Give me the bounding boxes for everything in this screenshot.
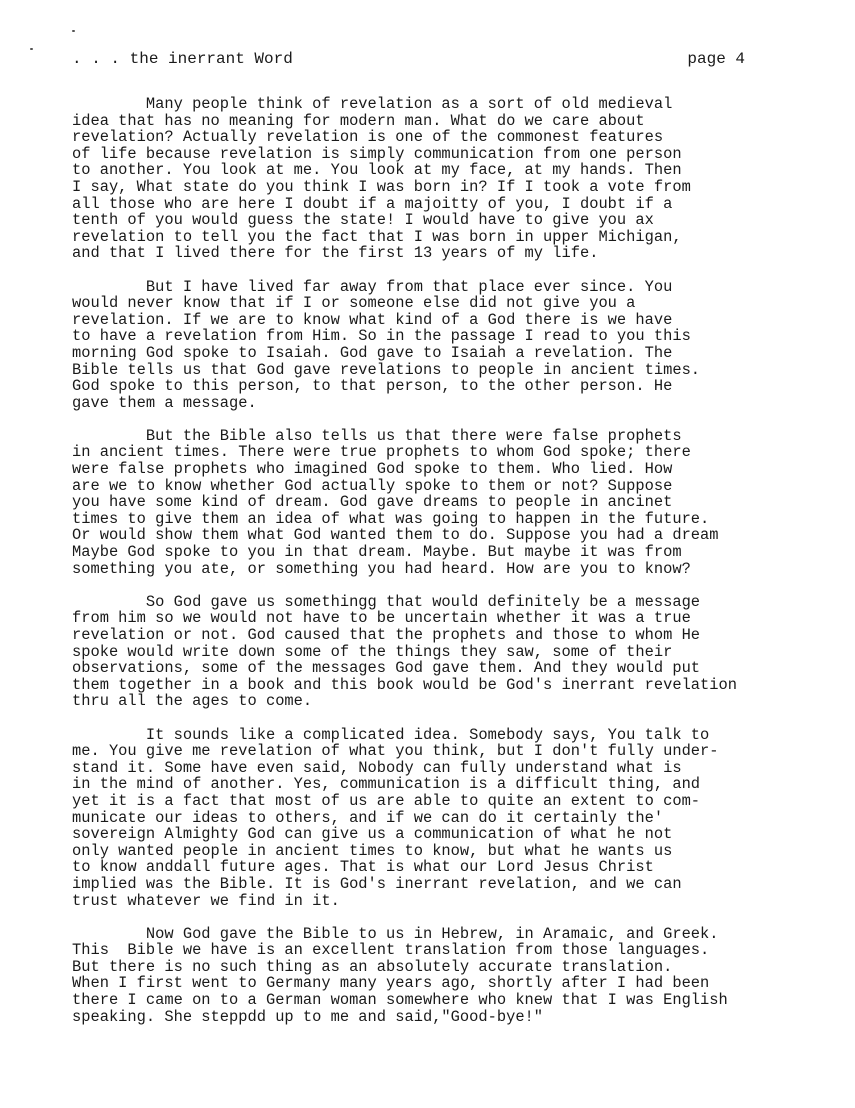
page-number: page 4 xyxy=(687,50,745,68)
paragraph xyxy=(72,428,832,577)
paragraph-line: Bible tells us that God gave revelations to people in ancient times. xyxy=(72,360,701,379)
paragraph xyxy=(72,727,832,910)
paragraph-line: tenth of you would guess the state! I would have to give you ax xyxy=(72,211,654,230)
paragraph-line: implied was the Bible. It is God's inerrant revelation, and we can xyxy=(72,874,682,893)
paragraph-line: were false prophets who imagined God spoke to them. Who lied. How xyxy=(72,460,673,479)
paragraph xyxy=(72,96,832,262)
paragraph-line: observations, some of the messages God gave them. And they would put xyxy=(72,659,701,678)
paragraph-line: in the mind of another. Yes, communication is a difficult thing, and xyxy=(72,775,701,794)
paragraph-line: revelation to tell you the fact that I was born in upper Michigan, xyxy=(72,227,682,246)
paragraph-line: yet it is a fact that most of us are able to quite an extent to com- xyxy=(72,791,701,810)
paragraph-line: When I first went to Germany many years ago, shortly after I had been xyxy=(72,974,710,993)
paragraph-line: from him so we would not have to be uncertain whether it was a true xyxy=(72,609,691,628)
paragraph-line: Many people think of revelation as a sort of old medieval xyxy=(72,95,673,113)
paragraph-line: I say, What state do you think I was born in? If I took a vote from xyxy=(72,177,691,196)
paragraph-line: revelation or not. God caused that the prophets and those to whom He xyxy=(72,626,701,644)
paragraph-line: morning God spoke to Isaiah. God gave to Isaiah a revelation. The xyxy=(72,343,673,362)
paragraph-line: to have a revelation from Him. So in the passage I read to you this xyxy=(72,327,691,346)
document-body xyxy=(72,96,832,1042)
paragraph-line: in ancient times. There were true prophets to whom God spoke; there xyxy=(72,443,691,462)
paragraph-line: you have some kind of dream. God gave dreams to people in ancinet xyxy=(72,493,673,512)
paragraph-line: Now God gave the Bible to us in Hebrew, in Aramaic, and Greek. xyxy=(72,924,719,943)
paragraph xyxy=(72,279,832,412)
paragraph-line: trust whatever we find in it. xyxy=(72,891,340,910)
paragraph-line: Maybe God spoke to you in that dream. Maybe. But maybe it was from xyxy=(72,543,682,562)
paragraph-line: So God gave us somethingg that would definitely be a message xyxy=(72,592,701,611)
paragraph-line: God spoke to this person, to that person, to the other person. He xyxy=(72,377,673,396)
paragraph-line: Or would show them what God wanted them to do. Suppose you had a dream xyxy=(72,526,719,545)
paragraph-line: times to give them an idea of what was going to happen in the future. xyxy=(72,509,710,528)
paragraph-line: only wanted people in ancient times to know, but what he wants us xyxy=(72,841,673,860)
paragraph-line: But the Bible also tells us that there were false prophets xyxy=(72,426,682,445)
paragraph-line: there I came on to a German woman somewhere who knew that I was English xyxy=(72,991,728,1010)
paragraph-line: It sounds like a complicated idea. Somebody says, You talk to xyxy=(72,725,710,744)
paragraph-line: revelation? Actually revelation is one of the commonest features xyxy=(72,128,664,147)
paragraph-line: and that I lived there for the first 13 years of my life. xyxy=(72,244,599,263)
paragraph-line: them together in a book and this book would be God's inerrant revelation xyxy=(72,675,737,694)
paragraph-line: gave them a message. xyxy=(72,393,257,412)
paragraph-line: would never know that if I or someone else did not give you a xyxy=(72,294,636,313)
paragraph-line: spoke would write down some of the things they saw, some of their xyxy=(72,642,673,661)
paragraph-line: idea that has no meaning for modern man. What do we care about xyxy=(72,111,645,130)
paragraph-line: of life because revelation is simply communication from one person xyxy=(72,144,682,163)
paragraph-line: But I have lived far away from that place ever since. You xyxy=(72,277,673,296)
paragraph-line: stand it. Some have even said, Nobody can fully understand what is xyxy=(72,758,682,777)
scan-speck xyxy=(30,48,33,50)
scan-speck xyxy=(72,30,75,32)
paragraph-line: revelation. If we are to know what kind of a God there is we have xyxy=(72,310,673,329)
paragraph xyxy=(72,594,832,710)
paragraph-line: are we to know whether God actually spoke to them or not? Suppose xyxy=(72,476,673,495)
page-header xyxy=(72,48,745,72)
paragraph-line: thru all the ages to come. xyxy=(72,692,313,711)
paragraph-line: me. You give me revelation of what you think, but I don't fully under- xyxy=(72,742,719,761)
paragraph-line: to another. You look at me. You look at my face, at my hands. Then xyxy=(72,161,682,180)
running-title: . . . the inerrant Word xyxy=(72,50,293,68)
paragraph-line: This Bible we have is an excellent translation from those languages. xyxy=(72,941,710,960)
paragraph-line: speaking. She steppdd up to me and said,"Good-bye!" xyxy=(72,1007,544,1026)
paragraph-line: something you ate, or something you had heard. How are you to know? xyxy=(72,559,691,578)
paragraph-line: municate our ideas to others, and if we can do it certainly the' xyxy=(72,808,664,827)
paragraph-line: sovereign Almighty God can give us a communication of what he not xyxy=(72,825,673,844)
paragraph-line: But there is no such thing as an absolutely accurate translation. xyxy=(72,957,673,976)
paragraph-line: to know anddall future ages. That is what our Lord Jesus Christ xyxy=(72,858,654,877)
paragraph xyxy=(72,926,832,1026)
paragraph-line: all those who are here I doubt if a majoitty of you, I doubt if a xyxy=(72,194,673,213)
